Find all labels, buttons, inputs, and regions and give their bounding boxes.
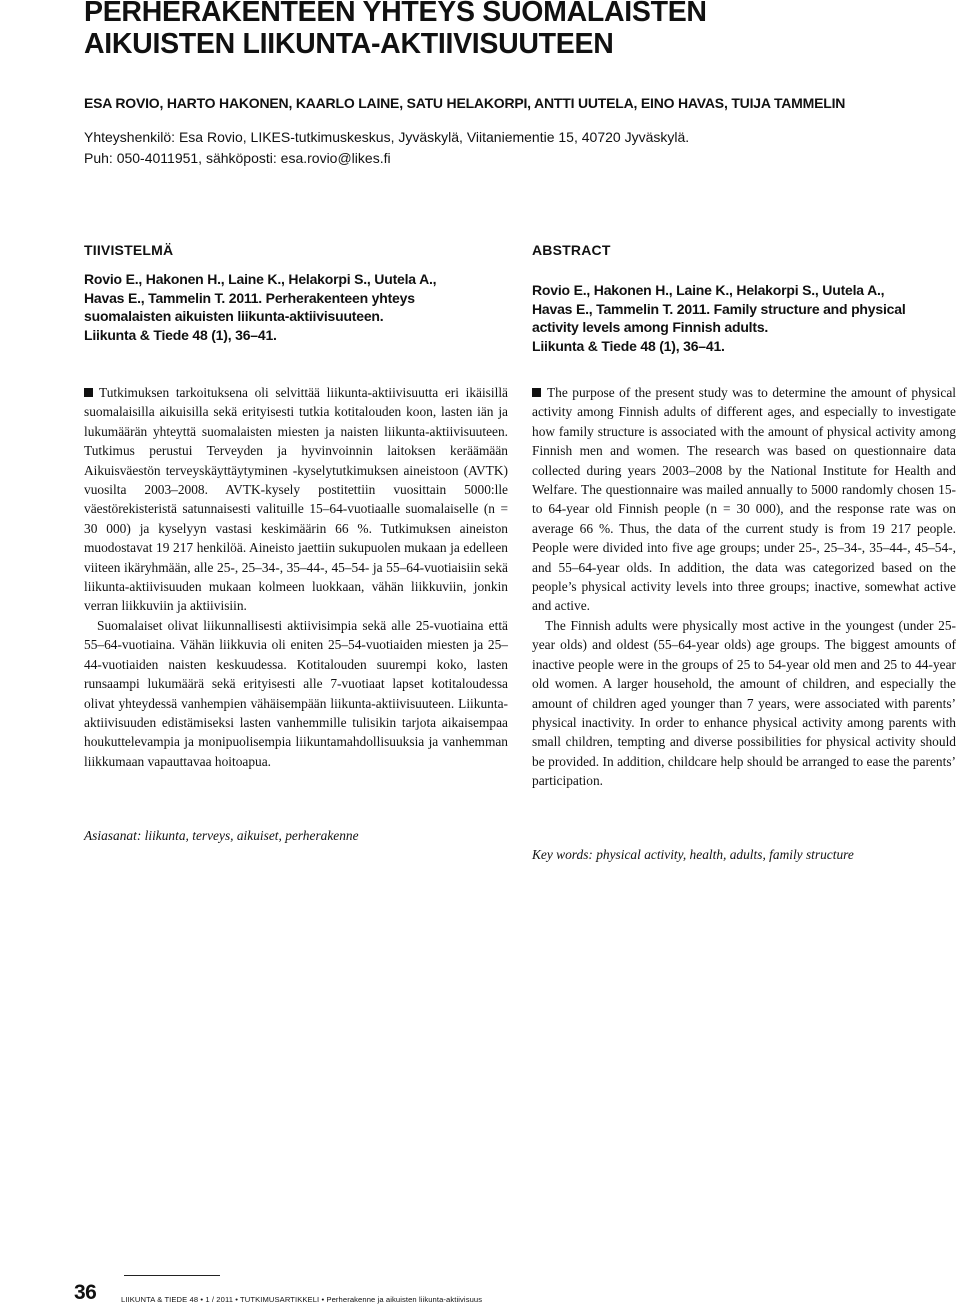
abstract-paragraph-1-text: The purpose of the present study was to determine the amount of physical activity among Finnish adults of different ages, and especially to investigate how family structure is associated with the amount of physical activity among Finnish men and women. The research was based on questionnaire data collected during years 2003–2008 by the National Institute for Health and Welfare. The questionnaire was mailed annually to 5000 randomly chosen 15- to 64-year old Finnish people (n = 30 000), and the response rate was on average 66 %. Thus, the data of the current study is from 19 217 people. People were divided into five age groups; under 25-, 25–34-, 35–44-, 45–54-, and 55–64-year olds. In addition, the data was categorized based on the people’s physical activity levels into three groups; inactive, somewhat active and active.	[532, 385, 956, 614]
page-number: 36	[74, 1281, 97, 1304]
abstract-citation	[532, 281, 952, 355]
contact-line-1: Yhteyshenkilö: Esa Rovio, LIKES-tutkimuskeskus, Jyväskylä, Viitaniementie 15, 40720 Jyväskylä.	[84, 129, 690, 145]
tiivistelma-citation-line-2: Havas E., Tammelin T. 2011. Perherakenteen yhteys	[84, 289, 415, 306]
tiivistelma-citation-line-3: suomalaisten aikuisten liikunta-aktiivisuuteen.	[84, 308, 384, 324]
abstract-paragraph-1	[532, 383, 956, 616]
author-list: ESA ROVIO, HARTO HAKONEN, KAARLO LAINE, SATU HELAKORPI, ANTTI UUTELA, EINO HAVAS, TUIJA TAMMELIN	[84, 95, 846, 111]
abstract-body	[532, 383, 956, 791]
abstract-citation-line-1: Rovio E., Hakonen H., Laine K., Helakorpi S., Uutela A.,	[532, 282, 885, 298]
title-line-2: AIKUISTEN LIIKUNTA-AKTIIVISUUTEEN	[84, 28, 614, 60]
abstract-citation-line-4: Liikunta & Tiede 48 (1), 36–41.	[532, 337, 725, 354]
tiivistelma-paragraph-2: Suomalaiset olivat liikunnallisesti aktiivisimpia sekä alle 25-vuotiaina että 55–64-vuotiaina. Vähän liikkuvia oli eniten 25–54-vuotiaiden miesten ja 25–44-vuotiaiden naisten keskuudessa. Kotitalouden suurempi koko, lasten runsaampi lukumäärä sekä erityisesti alle 7-vuotiaat lapset kotitaloudessa olivat yhteydessä vanhempien vähäisempään liikunta-aktiivisuuteen. Liikunta-aktiivisuuden edistämiseksi lasten vanhemmille tulisikin tarjota aikaisempaa houkuttelevampia ja monipuolisempia liikuntamahdollisuuksia ja vanhemman liikkumaan vapauttavaa hoitoapua.	[84, 617, 508, 769]
square-bullet-icon	[532, 388, 541, 397]
abstract-heading: ABSTRACT	[532, 242, 611, 258]
article-title	[84, 0, 944, 60]
contact-info	[84, 127, 844, 169]
tiivistelma-paragraph-1	[84, 383, 508, 616]
tiivistelma-body	[84, 383, 508, 771]
abstract-paragraph-2: The Finnish adults were physically most active in the youngest (under 25-year olds) and oldest (55–64-year olds) age groups. The biggest amounts of inactive people were in the groups of 25 to 54-year old men and 25 to 44-year old women. A larger household, the amount of children, and especially the amount of children aged younger than 7 years, were associated with parents’ physical inactivity. In order to enhance physical activity among parents with small children, tempting and diverse possibilities for physical activity should be provided. In addition, childcare help should be arranged to ease the parents’ participation.	[532, 617, 956, 789]
footer-rule	[124, 1275, 220, 1276]
tiivistelma-citation-line-1: Rovio E., Hakonen H., Laine K., Helakorpi S., Uutela A.,	[84, 271, 437, 287]
tiivistelma-keywords: Asiasanat: liikunta, terveys, aikuiset, perherakenne	[84, 828, 359, 843]
running-footer: LIIKUNTA & TIEDE 48 • 1 / 2011 • TUTKIMUSARTIKKELI • Perherakenne ja aikuisten liikunta-aktiivisuus	[121, 1295, 483, 1304]
abstract-citation-line-3: activity levels among Finnish adults.	[532, 319, 769, 335]
tiivistelma-heading: TIIVISTELMÄ	[84, 242, 174, 258]
contact-line-2: Puh: 050-4011951, sähköposti: esa.rovio@likes.fi	[84, 150, 391, 166]
tiivistelma-citation-line-4: Liikunta & Tiede 48 (1), 36–41.	[84, 326, 277, 343]
abstract-keywords: Key words: physical activity, health, adults, family structure	[532, 847, 854, 862]
tiivistelma-paragraph-1-text: Tutkimuksen tarkoituksena oli selvittää liikunta-aktiivisuutta eri ikäisillä suomalaisilla aikuisilla sekä erityisesti tutkia kotitalouden koon, lasten iän ja lukumäärän yhteyttä suomalaisten miesten ja naisten liikunta-aktiivisuuteen. Tutkimus perustui Terveyden ja hyvinvoinnin laitoksen keräämään Aikuisväestön terveyskäyttäytyminen -kyselytutkimuksen aineistoon (AVTK) vuosilta 2003–2008. AVTK-kysely postitettiin vuosittain 5000:lle väestörekisteristä satunnaisesti valituille 15–64-vuotiaalle suomalaiselle (n = 30 000) ja kyselyyn vastasi keskimäärin 66 %. Tutkimuksen aineiston muodostavat 19 217 henkilöä. Aineisto jaettiin sukupuolen mukaan ja edelleen viiteen ikäryhmään, alle 25-, 25–34-, 35–44-, 45–54- ja 55–64-vuotiaisiin sekä liikunta-aktiivisuuden mukaan kolmeen luokkaan, vähän liikkuviin, jonkin verran liikkuviin ja aktiivisiin.	[84, 385, 508, 614]
square-bullet-icon	[84, 388, 93, 397]
abstract-citation-line-2: Havas E., Tammelin T. 2011. Family structure and physical	[532, 300, 906, 317]
tiivistelma-citation	[84, 270, 484, 344]
title-line-1: PERHERAKENTEEN YHTEYS SUOMALAISTEN	[84, 0, 707, 28]
